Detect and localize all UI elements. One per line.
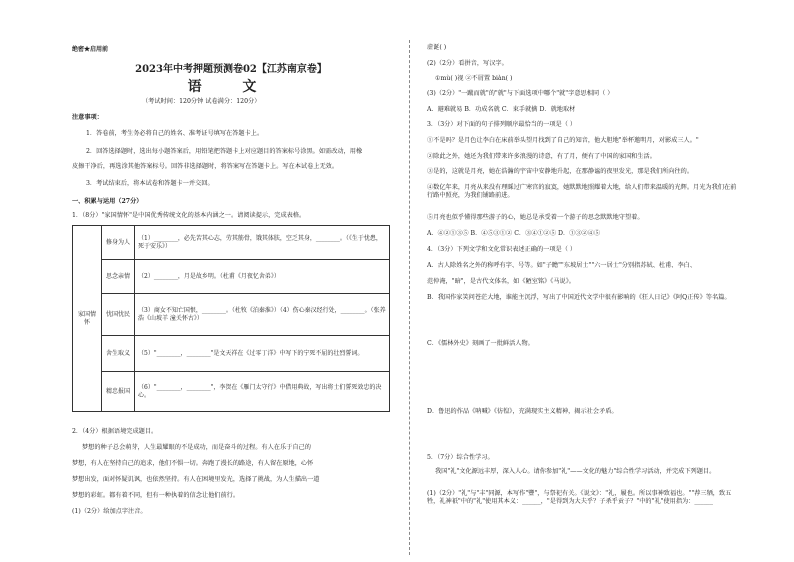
q4-item: D．鲁迅的作品《呐喊》《彷徨》，充满现实主义精神，揭示社会矛盾。	[427, 408, 618, 415]
exam-info: （考试时间：120分钟 试卷满分：120分）	[142, 98, 261, 105]
q4-item: C．《儒林外史》刻画了一批鲜活人物。	[427, 340, 534, 347]
table-subcategory: 思念亲情	[102, 260, 135, 294]
question-4: 4．（3分）下列文学和文化常识表述正确的一项是（ ）	[427, 246, 577, 253]
q3-item: ③是的，这就是月亮，她在浩瀚的宇宙中安静地升起，在那静谧的夜里发光，那是我们所向往的。	[427, 168, 694, 175]
table-subcategory: 忧国忧民	[102, 294, 135, 336]
text-line: 虚诞( )	[427, 44, 447, 51]
passage-line: 梦想的种子总会萌芽，人生最耀眼的不是成功，而是奋斗的过程。有人在乐于自己的	[82, 444, 311, 451]
q3-item: ⑤月亮也似乎懂得那些游子的心，她总是承受着一个游子的思念默默地守望着。	[427, 214, 644, 221]
subject-title: 语 文	[187, 79, 275, 95]
table-cell: （3）商女不知亡国恨，________。（杜牧《泊秦淮》）（4）伤心秦汉经行处，________。（张养浩《山坡羊 潼关怀古》）	[135, 294, 390, 336]
table-subcategory: 舍生取义	[102, 336, 135, 372]
table-category: 家国情怀	[73, 226, 102, 412]
notice-heading: 注意事项：	[72, 114, 103, 121]
passage-line: 梦想出发，面对怀疑讥讽，也依然坚持。有人在困境里发光，选择了挑战，为人生描出一道	[72, 476, 320, 483]
table-subcategory: 修身为人	[102, 226, 135, 260]
text-line: (2)（2分）看拼音，写汉字。	[427, 60, 508, 67]
passage-line: 梦想，有人在坚持自己的追求，他们不惧一切。奔跑了漫长的路途，有人留在原地，心怀	[72, 460, 314, 467]
question-3: 3．（3分）对下面的句子排列顺序最恰当的一项是（ ）	[427, 121, 577, 128]
question-2-sub1: (1)（2分）给加点字注音。	[72, 508, 147, 515]
notice-item: 3．考试结束后，将本试卷和答题卡一并交回。	[86, 180, 214, 187]
question-1: 1．（8分）"家国情怀"是中国优秀传统文化的基本内涵之一。请阅读提示，完成表格。	[72, 212, 306, 219]
notice-item: 皮擦干净后，再选涂其他答案标号。回答非选择题时，将答案写在答题卡上。写在本试卷上无效。	[72, 163, 339, 170]
text-line: (3)（2分）"一蹴而就"的"就"与下面选项中哪个"就"字意思相同（ ）	[427, 90, 614, 97]
notice-item: 2．回答选择题时，选出每小题答案后，用铅笔把答题卡上对应题目的答案标号涂黑。如需改动，用橡	[86, 148, 363, 155]
passage-line: 梦想的彩虹。都有着不同，但有一种执着的信念让他们前行。	[72, 492, 240, 499]
q5-sub1: (1)（2分）"礼"与"丰"同源，本写作"豐"，与祭祀有关。《说文》："礼，履也。所以事神致福也。""荐三牺，致五牲，礼神祇"中的"礼"使用其本义：______，"是得到为大夫乎？子杀乎贡子？"中的"礼"使用指为：______	[427, 490, 732, 505]
q3-item: ①不是吗？是月色让李白在床前举头望月找到了自己的知音，他大胆地"举杯邀明月，对影成三人。"	[427, 137, 699, 144]
q4-item: A．古人除姓名之外的称呼有字、号等。如"子瞻""东坡居士""六一居士"分别指苏轼、杜甫、李白、	[427, 262, 697, 269]
q3-item: ②除此之外，她还为我们带来许多浪漫的诗意，有了月，便有了中国的家国和生活。	[427, 153, 656, 160]
exam-title: 2023年中考押题预测卷02【江苏南京卷】	[135, 64, 327, 75]
q4-item: B．我国作家笑问苍茫大地，谁能主沉浮，写出了中国近代文学中很有影响的《狂人日记》《阿Q正传》等名篇。	[427, 294, 731, 301]
q5-intro: 我国"礼"文化源远丰厚，深入人心。请你参加"礼"——文化的魅力"综合性学习活动，并完成下列题目。	[435, 468, 716, 475]
secret-label: 绝密★启用前	[72, 46, 109, 53]
question-table	[72, 225, 390, 412]
table-cell: （5）"________，________"是文天祥在《过零丁洋》中写下的宁死不屈的壮烈誓词。	[135, 336, 390, 372]
question-5: 5．（7分）综合性学习。	[427, 454, 494, 461]
q4-item: 范仲淹，"暗"，是古代文体名，如《陋室铭》《马说》。	[427, 278, 575, 285]
choices: A．④②①③⑤ B．④⑤③①② C．③④①②⑤ D．①③②④⑤	[427, 230, 601, 237]
table-cell: （2）________，月是故乡明。（杜甫《月夜忆舍弟》）	[135, 260, 390, 294]
notice-item: 1．答卷前，考生务必将自己的姓名、准考证号填写在答题卡上。	[86, 130, 264, 137]
section-heading: 一、积累与运用（27分）	[72, 198, 143, 205]
table-subcategory: 精忠报国	[102, 372, 135, 412]
choices: A．避难就易 B．功成名就 C．束手就擒 D．就地取材	[427, 106, 576, 113]
table-cell: （6）"________，________"，李贺在《雁门太守行》中借用典故，写出将士们誓死效忠的决心。	[135, 372, 390, 412]
column-divider	[409, 40, 410, 555]
q3-item: ④数亿年来，月亮从来没有理睬过广寒宫的寂寞，她默默地照耀着大地，给人们带来温暖的光辉。月光为我们在前行路中照亮，为我们铺路前进。	[427, 184, 737, 199]
text-line: ①mù( )视 ②不屑置 biàn( )	[435, 75, 513, 82]
table-cell: （1）________，必先苦其心志，劳其筋骨，饿其体肤，空乏其身，________。（《生于忧患，死于安乐》）	[135, 226, 390, 260]
question-2: 2．（4分）根据语境完成题目。	[72, 428, 158, 435]
